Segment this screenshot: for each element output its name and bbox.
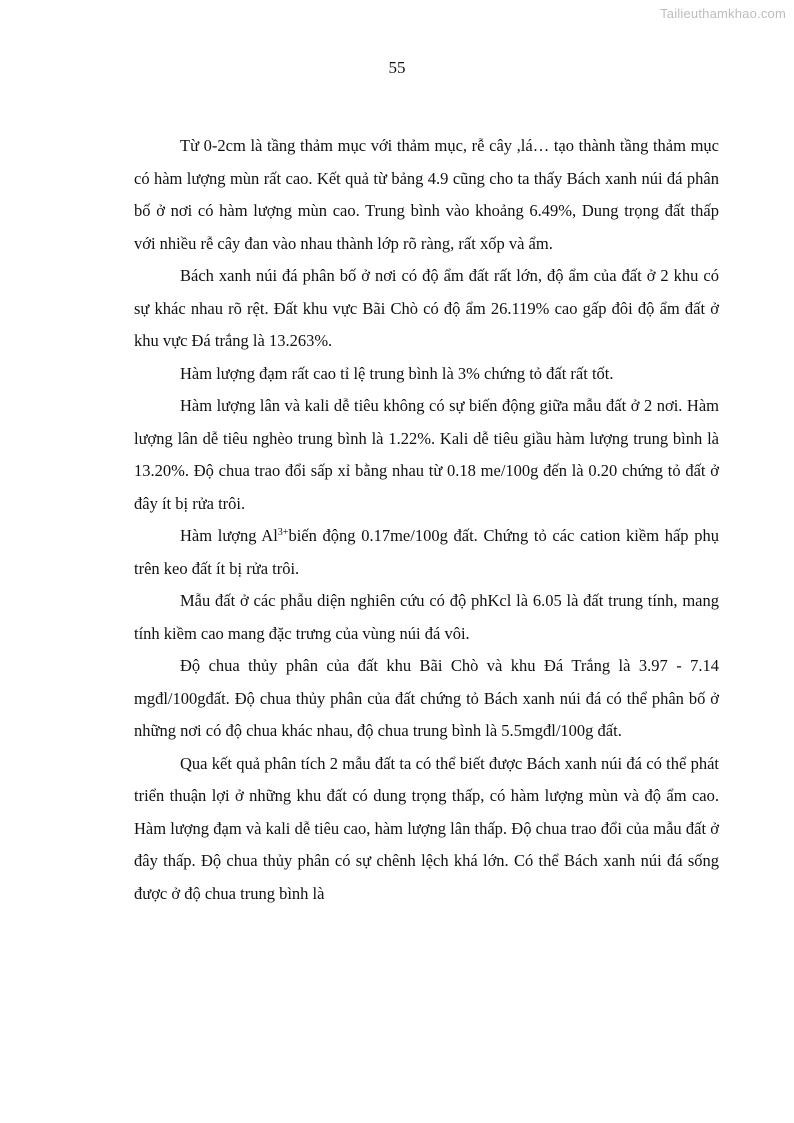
paragraph-soil-moisture: Bách xanh núi đá phân bố ở nơi có độ ẩm đất rất lớn, độ ẩm của đất ở 2 khu có sự khác nhau rõ rệt. Đất khu vực Bãi Chò có độ ẩm 26.119% cao gấp đôi độ ẩm đất ở khu vực Đá trắng là 13.263%.	[134, 266, 719, 350]
paragraph-nitrogen: Hàm lượng đạm rất cao tỉ lệ trung bình là 3% chứng tỏ đất rất tốt.	[180, 363, 614, 383]
paragraph-hydrolytic-acidity: Độ chua thủy phân của đất khu Bãi Chò và khu Đá Trắng là 3.97 - 7.14 mgđl/100gđất. Độ chua thủy phân của đất chứng tỏ Bách xanh núi đá có thể phân bố ở những nơi có độ chua khác nhau, độ chua trung bình là 5.5mgđl/100g đất.	[134, 656, 719, 740]
page-number: 55	[388, 58, 406, 77]
paragraph-ph: Mẫu đất ở các phẫu diện nghiên cứu có độ phKcl là 6.05 là đất trung tính, mang tính kiềm cao mang đặc trưng của vùng núi đá vôi.	[134, 591, 719, 643]
paragraph-aluminium	[134, 520, 719, 585]
al-superscript: 3+	[277, 527, 289, 538]
paragraph-topsoil-humus: Từ 0-2cm là tầng thảm mục với thảm mục, rễ cây ,lá… tạo thành tầng thảm mục có hàm lượng mùn rất cao. Kết quả từ bảng 4.9 cũng cho ta thấy Bách xanh núi đá phân bố ở nơi có hàm lượng mùn cao. Trung bình vào khoảng 6.49%, Dung trọng đất thấp với nhiều rễ cây đan vào nhau thành lớp rõ ràng, rất xốp và ẩm.	[134, 136, 719, 253]
al-suffix: biến động 0.17me/100g đất. Chứng tỏ các cation kiềm hấp phụ trên keo đất ít bị rửa trôi.	[134, 526, 719, 578]
al-prefix: Hàm lượng Al	[180, 526, 278, 545]
document-body	[134, 130, 719, 910]
watermark-text: Tailieuthamkhao.com	[660, 6, 786, 21]
paragraph-conclusion: Qua kết quả phân tích 2 mẫu đất ta có thể biết được Bách xanh núi đá có thể phát triển thuận lợi ở những khu đất có dung trọng thấp, có hàm lượng mùn và độ ẩm cao. Hàm lượng đạm và kali dễ tiêu cao, hàm lượng lân thấp. Độ chua trao đổi của mẫu đất ở đây thấp. Độ chua thủy phân có sự chênh lệch khá lớn. Có thể Bách xanh núi đá sống được ở độ chua trung bình là	[134, 753, 719, 903]
paragraph-phosphorus-potassium: Hàm lượng lân và kali dễ tiêu không có sự biến động giữa mẫu đất ở 2 nơi. Hàm lượng lân dễ tiêu nghèo trung bình là 1.22%. Kali dễ tiêu giầu hàm lượng trung bình là 13.20%. Độ chua trao đổi sấp xỉ bằng nhau từ 0.18 me/100g đến là 0.20 chứng tỏ đất ở đây ít bị rửa trôi.	[134, 396, 719, 513]
